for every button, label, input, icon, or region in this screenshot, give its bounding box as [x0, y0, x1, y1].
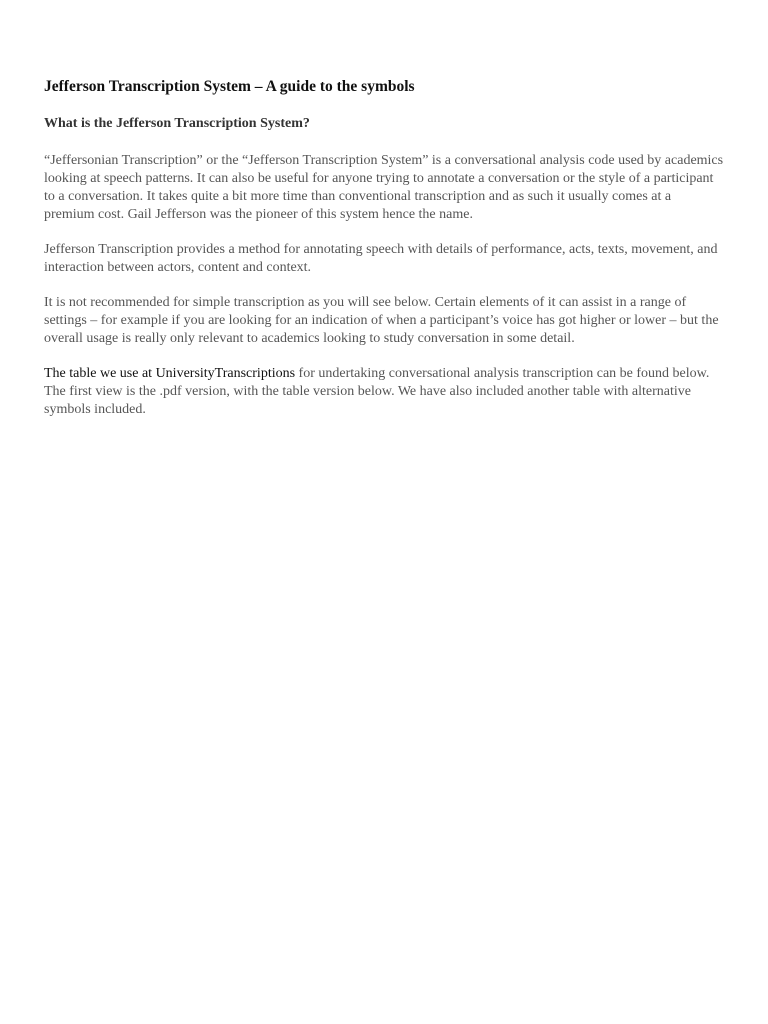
paragraph-recommendation: It is not recommended for simple transcription as you will see below. Certain elements of it can assist in a range of settings – for example if you are looking for an indication of when a participant’s voice has got higher or lower – but the overall usage is really only relevant to academics looking to study conversation in some detail. — [44, 295, 719, 346]
section-heading: What is the Jefferson Transcription System? — [44, 116, 310, 131]
page-title: Jefferson Transcription System – A guide to the symbols — [44, 78, 415, 95]
paragraph-table-info-text: for undertaking conversational analysis transcription can be found below. The first view is the .pdf version, with the table version below. We have also included another table with alternative symbols included. — [44, 366, 710, 417]
paragraph-method: Jefferson Transcription provides a method for annotating speech with details of performance, acts, texts, movement, and interaction between actors, content and context. — [44, 242, 718, 275]
paragraph-table-info — [44, 365, 724, 419]
university-transcriptions-link[interactable]: The table we use at UniversityTranscriptions — [44, 366, 296, 381]
paragraph-intro: “Jeffersonian Transcription” or the “Jefferson Transcription System” is a conversational analysis code used by academics looking at speech patterns. It can also be useful for anyone trying to annotate a conversation or the style of a participant to a conversation. It takes quite a bit more time than conventional transcription and as such it usually comes at a premium cost. Gail Jefferson was the pioneer of this system hence the name. — [44, 153, 724, 222]
